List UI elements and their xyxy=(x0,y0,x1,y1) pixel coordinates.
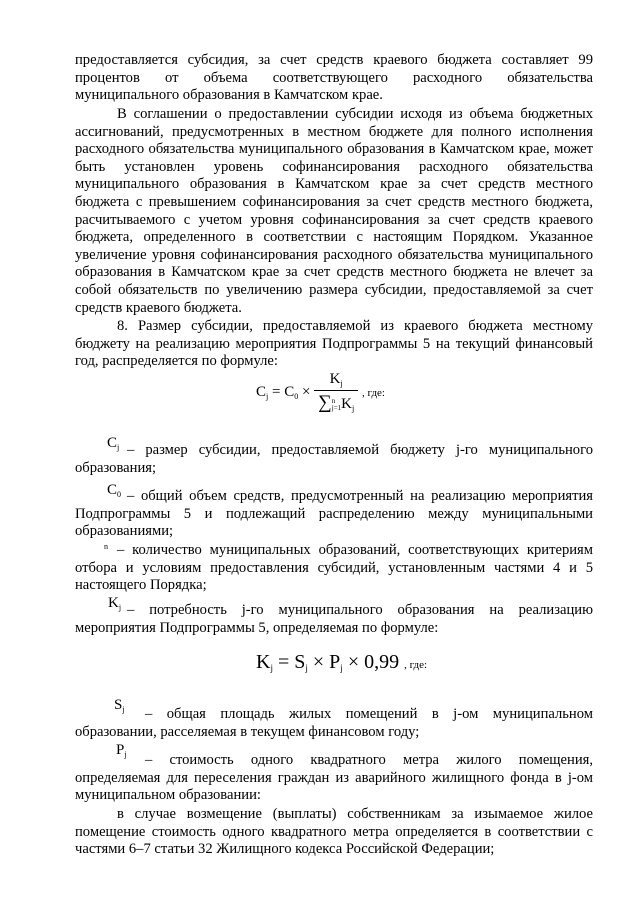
symbol-kj: $K_j$ xyxy=(108,595,122,612)
paragraph-cofinancing: В соглашении о предоставлении субсидии исходя из объема бюджетных ассигнований, предусмотренных в местном бюджете для полного исполнения расходного обязательства муниципального образования в Камчатском крае, может быть установлен уровень софинансирования расходного обязательства муниципального образования в Камчатском крае за счет средств местного бюджета с превышением софинансирования за счет средств местного бюджета, расчитываемого с учетом уровня софинансирования за счет средств краевого бюджета, определенного в соответствии с настоящим Порядком. Указанное увеличение уровня софинансирования расходного обязательства муниципального образования в Камчатском крае за счет средств местного бюджета не влечет за собой обязательств по увеличению размера субсидии, предоставляемой за счет средств краевого бюджета. xyxy=(75,106,593,316)
formula-fraction: $K_j$ ∑ n j=1 $K_j$ xyxy=(314,372,358,413)
definition-c0: – общий объем средств, предусмотренный на реализацию мероприятия Подпрограммы 5 и подлежащий распределению между муниципальными образованиями; xyxy=(75,488,593,540)
formula-need: $K_j = S_j \times P_j \times 0,99$ , где: xyxy=(256,651,428,673)
symbol-pj: $P_j$ xyxy=(116,742,127,759)
definition-cj: – размер субсидии, предоставляемой бюджету j-го муниципального образования; xyxy=(75,442,593,476)
symbol-cj: $C_j$ xyxy=(107,435,120,452)
paragraph-subsidy-size: 8. Размер субсидии, предоставляемой из краевого бюджета местному бюджету на реализацию мероприятия Подпрограммы 5 на текущий финансовый год, распределяется по формуле: xyxy=(75,318,593,370)
symbol-sj: $S_j$ xyxy=(114,697,125,714)
definition-sj: – общая площадь жилых помещений в j-ом муниципальном образовании, расселяемая в текущем финансовом году; xyxy=(75,706,593,740)
definition-kj: – потребность j-го муниципального образования на реализацию мероприятия Подпрограммы 5, определяемая по формуле: xyxy=(75,602,593,636)
paragraph-compensation: в случае возмещение (выплаты) собственникам за изымаемое жилое помещение стоимость одного квадратного метра определяется в соответствии с частями 6–7 статьи 32 Жилищного кодекса Российской Федерации; xyxy=(75,806,593,858)
symbol-c0: $C_0$ xyxy=(107,482,122,499)
paragraph-subsidy-share: предоставляется субсидия, за счет средств краевого бюджета составляет 99 процентов от объема соответствующего расходного обязательства муниципального образования в Камчатском крае. xyxy=(75,52,593,104)
definition-n: – количество муниципальных образований, соответствующих критериям отбора и условиям предоставления субсидий, установленным частями 4 и 5 настоящего Порядка; xyxy=(75,542,593,594)
formula-subsidy: $C_j = C_0$ × $K_j$ ∑ n j=1 $K_j$ , где: xyxy=(256,371,385,413)
definition-pj: – стоимость одного квадратного метра жилого помещения, определяемая для переселения граждан из аварийного жилищного фонда в j-ом муниципальном образовании: xyxy=(75,752,593,804)
symbol-n: n xyxy=(104,542,108,551)
